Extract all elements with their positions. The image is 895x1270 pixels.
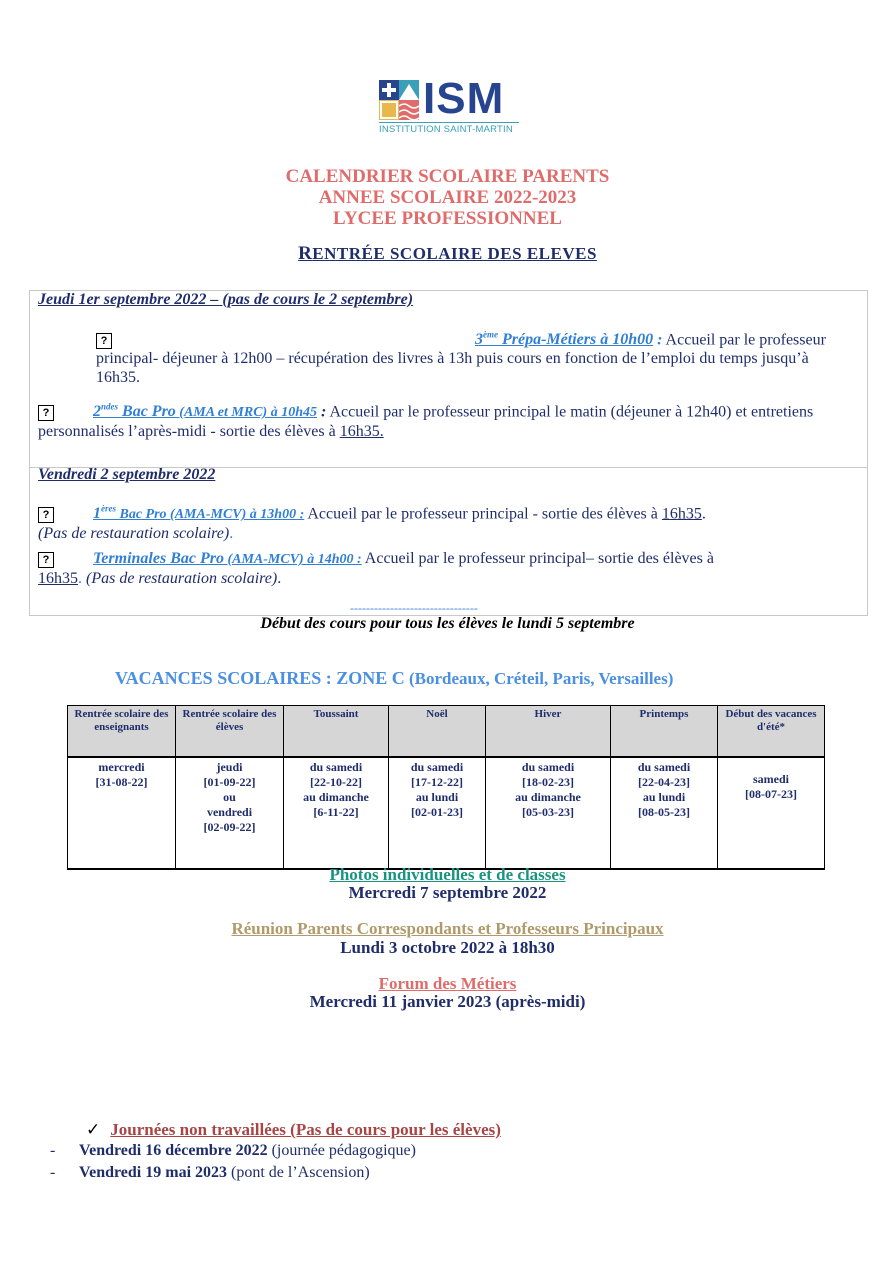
missing-glyph-icon: ? xyxy=(38,507,54,523)
page-title-line2: ANNEE SCOLAIRE 2022-2023 xyxy=(318,187,577,208)
day2-heading: Vendredi 2 septembre 2022 xyxy=(38,466,216,483)
table-cell: du samedi [22-04-23] au lundi [08-05-23] xyxy=(611,757,718,869)
table-header: Hiver xyxy=(486,706,611,758)
table-cell: samedi [08-07-23] xyxy=(718,757,825,869)
non-travaillees-title: Journées non travaillées (Pas de cours pour les élèves) xyxy=(110,1120,501,1139)
missing-glyph-icon: ? xyxy=(38,552,54,568)
day2-item1-level: 1ères Bac Pro (AMA-MCV) à 13h00 xyxy=(93,504,297,523)
vacances-title: VACANCES SCOLAIRES : ZONE C (Bordeaux, Créteil, Paris, Versailles) xyxy=(115,668,674,688)
table-header: Début des vacances d'été* xyxy=(718,706,825,758)
day2-item2: ? Terminales Bac Pro (AMA-MCV) à 14h00 : Accueil par le professeur principal– sortie des élèves à 16h35. (Pas de restauration scolaire). xyxy=(38,550,714,587)
section-title-first-letter: R xyxy=(298,243,313,264)
event-date-photos: Mercredi 7 septembre 2022 xyxy=(348,883,547,902)
table-cell: jeudi [01-09-22] ou vendredi [02-09-22] xyxy=(176,757,284,869)
missing-glyph-icon: ? xyxy=(38,405,54,421)
day1-item2: ? $2^{ndes}$ Bac Pro (AMA et MRC) à 10h45 : Accueil par le professeur principal le matin (déjeuner à 12h40) et entretiens personnalisés l’après-midi - sortie des élèves à 16h35. xyxy=(38,402,814,441)
checkmark-icon: ✓ xyxy=(86,1120,101,1139)
table-cell: du samedi [17-12-22] au lundi [02-01-23] xyxy=(389,757,486,869)
page-title-line3: LYCEE PROFESSIONNEL xyxy=(333,208,562,229)
section-title-rest: ENTRÉE SCOLAIRE DES ELEVES xyxy=(312,244,597,263)
event-title-reunion: Réunion Parents Correspondants et Professeurs Principaux xyxy=(231,919,664,938)
separator-line: -------------------------------- xyxy=(350,601,478,615)
table-cell: du samedi [18-02-23] au dimanche [05-03-23] xyxy=(486,757,611,869)
page-title-line1: CALENDRIER SCOLAIRE PARENTS xyxy=(285,166,610,187)
table-header: Rentrée scolaire des élèves xyxy=(176,706,284,758)
vacances-table xyxy=(67,705,825,870)
debut-cours: Début des cours pour tous les élèves le lundi 5 septembre xyxy=(260,615,635,632)
day1-item2-level: $2^{ndes}$ Bac Pro (AMA et MRC) à 10h45 xyxy=(93,402,317,421)
logo-text: ISM xyxy=(423,74,505,123)
logo-mark-icon xyxy=(379,80,419,120)
table-cell: mercredi [31-08-22] xyxy=(68,757,176,869)
section-title-rentree xyxy=(0,243,895,265)
table-header: Toussaint xyxy=(284,706,389,758)
logo-subtitle: INSTITUTION SAINT-MARTIN xyxy=(379,122,519,135)
table-cell: du samedi [22-10-22] au dimanche [6-11-22] xyxy=(284,757,389,869)
event-title-forum: Forum des Métiers xyxy=(378,974,517,993)
list-item: - Vendredi 16 décembre 2022 (journée pédagogique) xyxy=(50,1142,416,1159)
day1-item1-level: 3ème Prépa-Métiers à 10h00 xyxy=(475,330,654,349)
day1-heading: Jeudi 1er septembre 2022 – (pas de cours le 2 septembre) xyxy=(38,291,414,308)
table-row xyxy=(68,757,825,869)
table-header: Noël xyxy=(389,706,486,758)
missing-glyph-icon: ? xyxy=(96,333,112,349)
table-header: Rentrée scolaire des enseignants xyxy=(68,706,176,758)
event-date-forum: Mercredi 11 janvier 2023 (après-midi) xyxy=(309,992,586,1011)
table-header: Printemps xyxy=(611,706,718,758)
logo xyxy=(379,74,519,138)
event-title-photos: Photos individuelles et de classes xyxy=(329,865,566,884)
list-item: - Vendredi 19 mai 2023 (pont de l’Ascension) xyxy=(50,1164,370,1181)
day1-item1: ? 3ème Prépa-Métiers à 10h00 : Accueil par le professeur principal- déjeuner à 12h00 – récupération des livres à 13h puis cours en fonction de l’emploi du temps jusqu’à 16h35. xyxy=(96,330,826,387)
day2-item1: ? 1ères Bac Pro (AMA-MCV) à 13h00 : Accueil par le professeur principal - sortie des élèves à 16h35. (Pas de restauration scolaire). xyxy=(38,504,706,543)
non-travaillees-heading xyxy=(86,1120,501,1140)
event-date-reunion: Lundi 3 octobre 2022 à 18h30 xyxy=(340,938,555,957)
table-header-row xyxy=(68,706,825,758)
day2-item2-level: Terminales Bac Pro xyxy=(93,550,224,567)
